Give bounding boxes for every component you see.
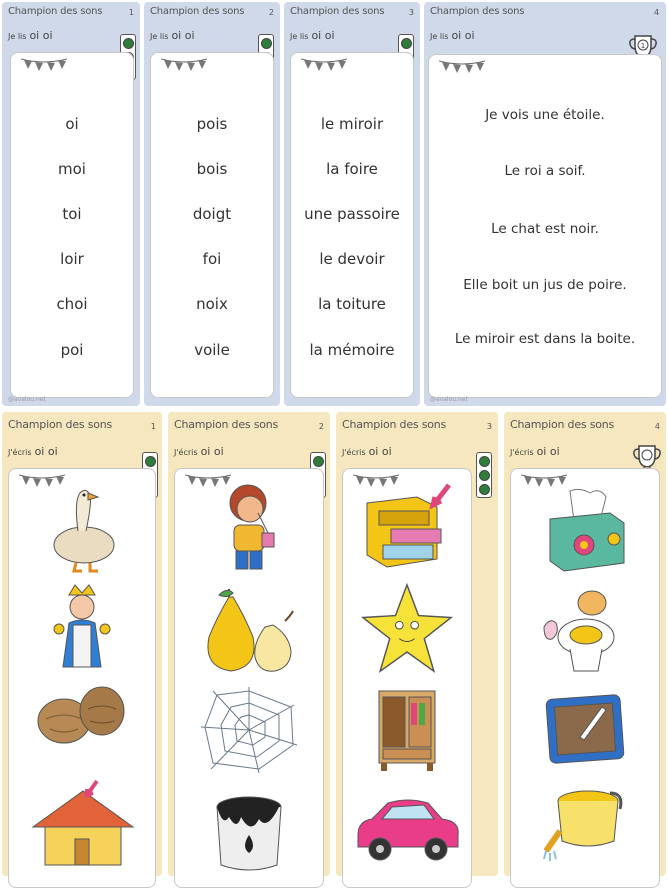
write-card-1 [2,412,162,876]
word-item: pois [196,115,228,133]
word-item: loir [60,250,84,268]
card-number: 3 [486,422,492,431]
card-title: Champion des sons [8,6,103,17]
card-title: Champion des sons [8,418,113,431]
read-card-1 [2,2,140,406]
word-item: la mémoire [309,341,395,359]
word-item: la toiture [318,295,386,313]
word-item: le miroir [320,115,384,133]
write-card-2 [168,412,330,876]
word-item: foi [202,250,222,268]
wardrobe-icon [367,683,447,773]
card-subtitle: J'écris oi oi [342,445,392,458]
watermark: @avalou.net [430,396,468,403]
sentence-item: Le roi a soif. [504,163,586,179]
bunting-icon [301,57,347,71]
word-item: doigt [192,205,232,223]
card-subtitle: Je lis oi oi [8,29,53,42]
read-card-2 [144,2,280,406]
card-subtitle: J'écris oi oi [510,445,560,458]
bunting-icon [161,57,207,71]
goose-icon [42,483,122,573]
svg-text:1: 1 [640,42,646,50]
word-item: toi [62,205,82,223]
card-subtitle: Je lis oi oi [150,29,195,42]
bunting-icon [21,57,67,71]
car-icon [352,785,462,865]
card-title: Champion des sons [430,6,525,17]
card-title: Champion des sons [510,418,615,431]
card-number: 1 [150,422,156,431]
walnuts-icon [32,681,132,751]
picture-panel [510,468,660,888]
read-card-4 [424,2,666,406]
pears-icon [199,587,299,677]
card-number: 2 [318,422,324,431]
card-number: 3 [408,8,414,17]
roof-icon [27,779,137,869]
word-item: le devoir [319,250,385,268]
drawer-icon [357,483,457,573]
spider-web-icon [199,685,299,775]
card-title: Champion des sons [290,6,385,17]
card-title: Champion des sons [150,6,245,17]
bunting-icon [439,59,485,73]
card-title: Champion des sons [342,418,447,431]
word-item: oi [65,115,79,133]
slate-icon [540,689,630,769]
black-paint-icon [199,787,299,877]
traffic-light-icon [476,452,492,498]
word-item: une passoire [304,205,400,223]
picture-panel [342,468,472,888]
watermark: @avalou.net [8,396,46,403]
card-title: Champion des sons [174,418,279,431]
toilet-icon [540,587,630,677]
picture-panel [8,468,156,888]
tissue-box-icon [540,487,630,577]
word-item: choi [56,295,88,313]
sentence-item: Le miroir est dans la boite. [454,331,636,347]
card-subtitle: J'écris oi oi [174,445,224,458]
word-item: moi [58,160,86,178]
word-item: bois [196,160,228,178]
word-item: voile [194,341,230,359]
watering-can-icon [540,781,630,871]
picture-panel [174,468,324,888]
write-card-3 [336,412,498,876]
word-panel [150,52,274,398]
star-icon [359,581,455,677]
word-item: noix [196,295,228,313]
sentence-item: Je vois une étoile. [485,107,605,123]
word-panel [10,52,134,398]
write-card-4 [504,412,666,876]
sentence-item: Elle boit un jus de poire. [463,277,627,293]
sentence-item: Le chat est noir. [491,221,599,237]
word-item: la foire [326,160,378,178]
card-subtitle: Je lis oi oi [290,29,335,42]
card-subtitle: Je lis oi oi [430,29,475,42]
king-icon [47,581,117,671]
card-number: 1 [128,8,134,17]
card-number: 4 [654,8,660,17]
bunting-icon [521,473,567,487]
boy-drinking-icon [214,479,284,579]
read-card-3 [284,2,420,406]
card-number: 2 [268,8,274,17]
word-panel [290,52,414,398]
word-item: poi [60,341,84,359]
card-subtitle: J'écris oi oi [8,445,58,458]
sentence-panel [428,54,662,398]
card-number: 4 [654,422,660,431]
